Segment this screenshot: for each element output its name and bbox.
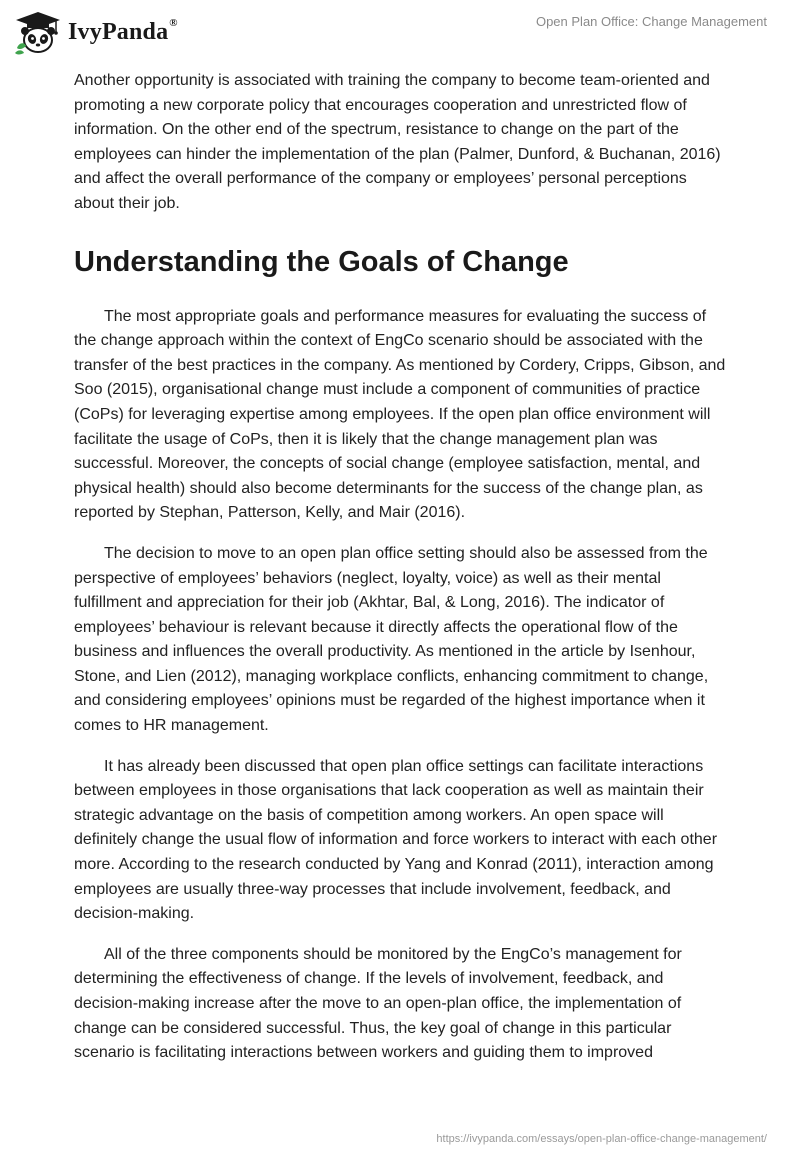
body-paragraph-1: The most appropriate goals and performance measures for evaluating the success of the change approach within the context of EngCo scenario should be associated with the transfer of the best practices in the company. As mentioned by Cordery, Cripps, Gibson, and Soo (2015), organisational change must include a component of communities of practice (CoPs) for leveraging expertise among employees. If the open plan office environment will facilitate the usage of CoPs, then it is likely that the change management plan was successful. Moreover, the concepts of social change (employee satisfaction, mental, and physical health) should also become determinants for the success of the change plan, as reported by Stephan, Patterson, Kelly, and Mair (2016). <box>74 307 726 522</box>
document-title: Open Plan Office: Change Management <box>535 14 767 29</box>
essay-content <box>74 69 728 1082</box>
ivypanda-logo[interactable] <box>14 10 214 56</box>
intro-paragraph: Another opportunity is associated with training the company to become team-oriented and promoting a new corporate policy that encourages cooperation and unrestricted flow of information. On the other end of the spectrum, resistance to change on the part of the employees can hinder the implementation of the plan (Palmer, Dunford, & Buchanan, 2016) and affect the overall performance of the company or employees’ personal perceptions about their job. <box>74 72 721 212</box>
body-paragraph-4: All of the three components should be monitored by the EngCo’s management for determining the effectiveness of change. If the levels of involvement, feedback, and decision-making increase after the move to an open-plan office, the implementation of change can be considered successful. Thus, the key goal of change in this particular scenario is facilitating interactions between workers and guiding them to improved <box>74 945 682 1062</box>
footer-url-link[interactable]: https://ivypanda.com/essays/open-plan-office-change-management/ <box>436 1133 767 1145</box>
brand-name: IvyPanda® <box>68 17 178 45</box>
registered-mark: ® <box>169 17 178 29</box>
panda-graduate-icon <box>14 10 62 56</box>
body-paragraph-2: The decision to move to an open plan office setting should also be assessed from the perspective of employees’ behaviors (neglect, loyalty, voice) as well as their mental fulfillment and appreciation for their job (Akhtar, Bal, & Long, 2016). The indicator of employees’ behaviour is relevant because it directly affects the operational flow of the business and influences the overall productivity. As mentioned in the article by Isenhour, Stone, and Lien (2012), managing workplace conflicts, enhancing commitment to change, and considering employees’ opinions must be regarded of the highest importance when it comes to HR management. <box>74 544 709 735</box>
page-header <box>0 0 800 64</box>
body-paragraph-3: It has already been discussed that open plan office settings can facilitate interactions between employees in those organisations that lack cooperation as well as maintain their strategic advantage on the basis of competition among workers. An open space will definitely change the usual flow of information and force workers to interact with each other more. According to the research conducted by Yang and Konrad (2011), interaction among employees are usually three-way processes that include involvement, feedback, and decision-making. <box>74 757 718 923</box>
section-heading: Understanding the Goals of Change <box>74 245 569 278</box>
